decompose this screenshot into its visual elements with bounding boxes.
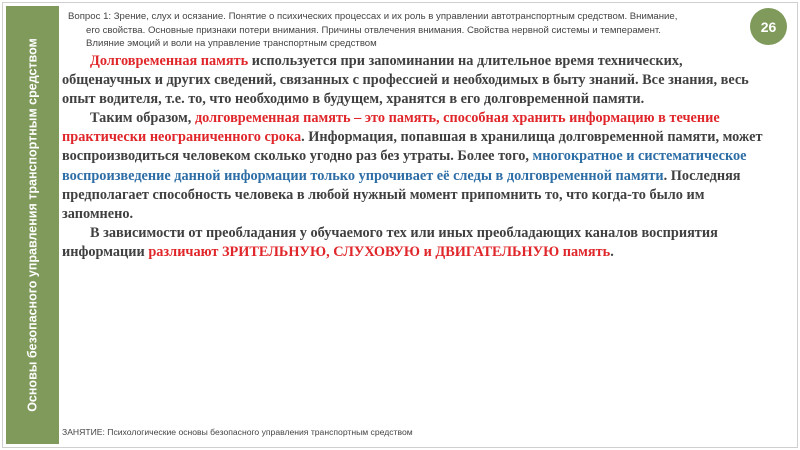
highlight-red-text: Долговременная память (90, 53, 249, 69)
paragraph (62, 109, 774, 224)
highlight-red-text: долговременная память – это память, способная хранить информацию в течение практически неограниченного срока (62, 110, 720, 146)
body-text: Таким образом, (90, 110, 195, 127)
header-line: его свойства. Основные признаки потери внимания. Причины отвлечения внимания. Свойства нервной системы и темперамент. (86, 24, 661, 36)
footer-label: ЗАНЯТИЕ: (62, 427, 105, 437)
body-text: В зависимости от преобладания у обучаемого тех или иных преобладающих каналов восприятия информации (62, 224, 718, 260)
paragraph (62, 52, 774, 109)
header-line: Вопрос 1: Зрение, слух и осязание. Понятие о психических процессах и их роль в управлении автотранспортным средством. Внимание, (68, 11, 678, 22)
paragraph (62, 224, 774, 262)
highlight-blue-text: многократное и систематическое воспроизведение данной информации только упрочивает её следы в долговременной памяти (62, 148, 747, 184)
header-line: Влияние эмоций и воли на управление транспортным средством (86, 38, 377, 49)
sidebar (6, 6, 59, 444)
body-text: . Информация, попавшая в хранилища долговременной памяти, может воспроизводиться человеком сколько угодно раз без утраты. Более того, (62, 129, 763, 165)
question-header (68, 10, 733, 51)
highlight-red-text: различают ЗРИТЕЛЬНУЮ, СЛУХОВУЮ и ДВИГАТЕЛЬНУЮ память (148, 243, 611, 260)
footer-text: Психологические основы безопасного управления транспортным средством (104, 427, 413, 437)
slide-number-badge: 26 (750, 8, 787, 45)
body-text: . (610, 243, 614, 260)
body-text: . Последняя предполагает способность человека в любой нужный момент припомнить то, что когда-то было им запомнено. (62, 167, 741, 222)
body-text: используется при запоминании на длительное время технических, общенаучных и других сведений, связанных с профессией и необходимых в быту знаний. Все знания, весь опыт водителя, т.е. то, что необходимо в будущем, хранятся в его долговременной памяти. (62, 53, 749, 108)
sidebar-title: Основы безопасного управления транспортным средством (25, 38, 39, 412)
footer (62, 427, 413, 437)
slide-content (62, 52, 774, 262)
